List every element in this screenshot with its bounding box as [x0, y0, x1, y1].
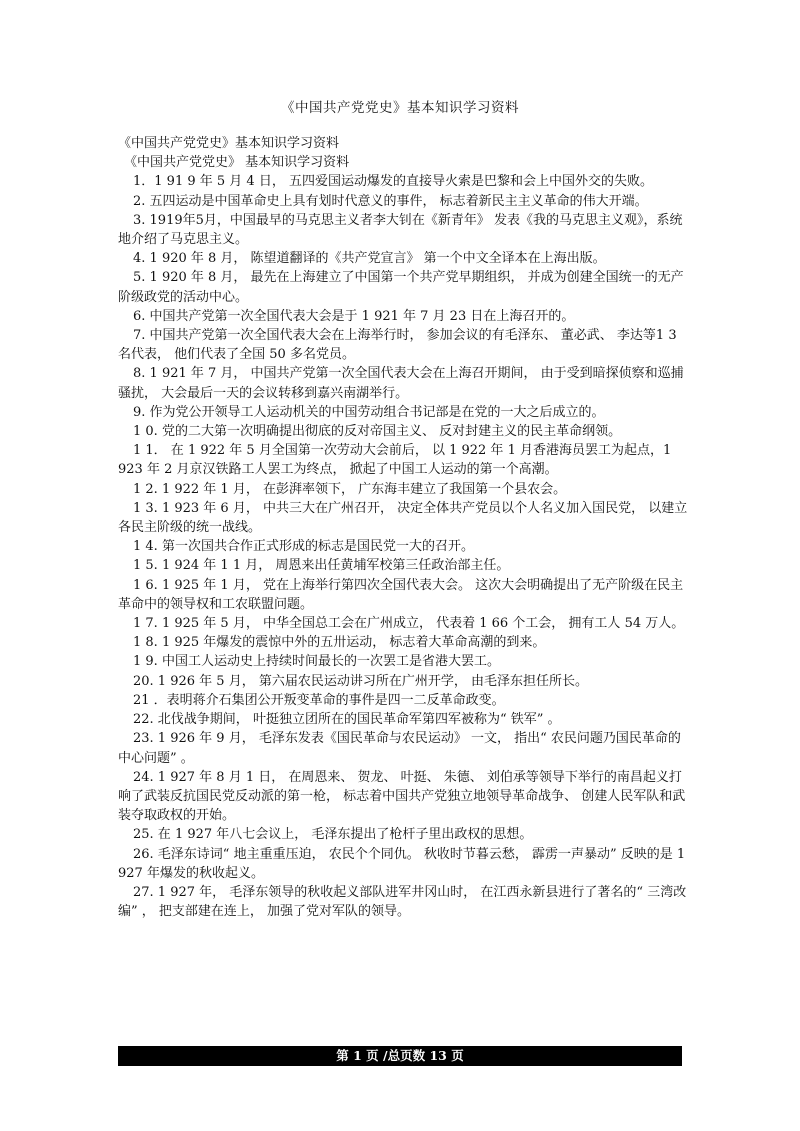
list-item: 1 6. 1 925 年 1 月， 党在上海举行第四次全国代表大会。 这次大会明确提出了无产阶级在民主革命中的领导权和工农联盟问题。 — [118, 577, 684, 612]
list-item: 25. 在 1 927 年八七会议上， 毛泽东提出了枪杆子里出政权的思想。 — [133, 827, 533, 843]
document-body — [118, 134, 688, 921]
list-item: 9. 作为党公开领导工人运动机关的中国劳动组合书记部是在党的一大之后成立的。 — [133, 404, 605, 420]
list-item: 1 4. 第一次国共合作正式形成的标志是国民党一大的召开。 — [133, 539, 474, 555]
list-item: 24. 1 927 年 8 月 1 日， 在周恩来、 贺龙、 叶挺、 朱德、 刘伯承等领导下举行的南昌起义打响了武装反抗国民党反动派的第一枪， 标志着中国共产党独立地领导革命战争、 创建人民军队和武装夺取政权的开始。 — [118, 769, 686, 824]
list-item: 1 9. 中国工人运动史上持续时间最长的一次罢工是省港大罢工。 — [133, 654, 500, 670]
list-item: 1 1． 在 1 922 年 5 月全国第一次劳动大会前后， 以 1 922 年 1 月香港海员罢工为起点，1 923 年 2 月京汉铁路工人罢工为终点， 掀起了中国工人运动的第一个高潮。 — [118, 443, 672, 478]
list-item: 3. 1919年5月，中国最早的马克思主义者李大钊在《新青年》 发表《我的马克思主义观》，系统地介绍了马克思主义。 — [118, 212, 683, 248]
list-item: 1 7. 1 925 年 5 月， 中华全国总工会在广州成立， 代表着 1 66 个工会， 拥有工人 54 万人。 — [133, 616, 685, 632]
list-item: 23. 1 926 年 9 月， 毛泽东发表《国民革命与农民运动》 一文， 指出“ 农民问题乃国民革命的中心问题” 。 — [118, 731, 681, 766]
list-item: 2. 五四运动是中国革命史上具有划时代意义的事件， 标志着新民主主义革命的伟大开端。 — [133, 193, 648, 209]
list-item: 6. 中国共产党第一次全国代表大会是于 1 921 年 7 月 23 日在上海召开的。 — [133, 308, 575, 324]
list-item: 1 3. 1 923 年 6 月， 中共三大在广州召开， 决定全体共产党员以个人名义加入国民党， 以建立各民主阶级的统一战线。 — [118, 500, 688, 536]
header-line: 《中国共产党党史》 基本知识学习资料 — [124, 155, 350, 171]
list-item: 8. 1 921 年 7 月， 中国共产党第一次全国代表大会在上海召开期间， 由于受到暗探侦察和巡捕骚扰， 大会最后一天的会议转移到嘉兴南湖举行。 — [118, 366, 684, 401]
list-item: 5. 1 920 年 8 月， 最先在上海建立了中国第一个共产党早期组织， 并成为创建全国统一的无产阶级政党的活动中心。 — [118, 270, 684, 305]
list-item: 1 5. 1 924 年 1 1 月， 周恩来出任黄埔军校第三任政治部主任。 — [133, 558, 510, 574]
list-item: 7. 中国共产党第一次全国代表大会在上海举行时， 参加会议的有毛泽东、 董必武、 李达等1 3 名代表， 他们代表了全国 50 多名党员。 — [118, 328, 677, 363]
list-item: 1．1 91 9 年 5 月 4 日， 五四爱国运动爆发的直接导火索是巴黎和会上中国外交的失败。 — [133, 174, 653, 190]
list-item: 1 0. 党的二大第一次明确提出彻底的反对帝国主义、 反对封建主义的民主革命纲领。 — [133, 424, 622, 440]
list-item: 20. 1 926 年 5 月， 第六届农民运动讲习所在广州开学， 由毛泽东担任所长。 — [133, 673, 588, 689]
header-line: 《中国共产党党史》基本知识学习资料 — [118, 136, 340, 151]
list-item: 1 8. 1 925 年爆发的震惊中外的五卅运动， 标志着大革命高潮的到来。 — [133, 635, 546, 651]
list-item: 27. 1 927 年， 毛泽东领导的秋收起义部队进军井冈山时， 在江西永新县进行了著名的“ 三湾改编” ， 把支部建在连上， 加强了党对军队的领导。 — [118, 884, 687, 920]
list-item: 4. 1 920 年 8 月， 陈望道翻译的《共产党宣言》 第一个中文全译本在上海出版。 — [133, 251, 606, 267]
list-item: 22. 北伐战争期间， 叶挺独立团所在的国民革命军第四军被称为“ 铁军” 。 — [133, 712, 561, 728]
document-title: 《中国共产党党史》基本知识学习资料 — [281, 100, 519, 116]
list-item: 1 2. 1 922 年 1 月， 在彭湃率领下， 广东海丰建立了我国第一个县农会。 — [133, 481, 567, 497]
list-item: 26. 毛泽东诗词“ 地主重重压迫， 农民个个同仇。 秋收时节暮云愁， 霹雳一声暴动” 反映的是 1 927 年爆发的秋收起义。 — [118, 846, 686, 881]
page-footer: 第 1 页 /总页数 13 页 — [118, 1046, 682, 1066]
list-item: 21 ．表明蒋介石集团公开叛变革命的事件是四一二反革命政变。 — [133, 692, 505, 708]
